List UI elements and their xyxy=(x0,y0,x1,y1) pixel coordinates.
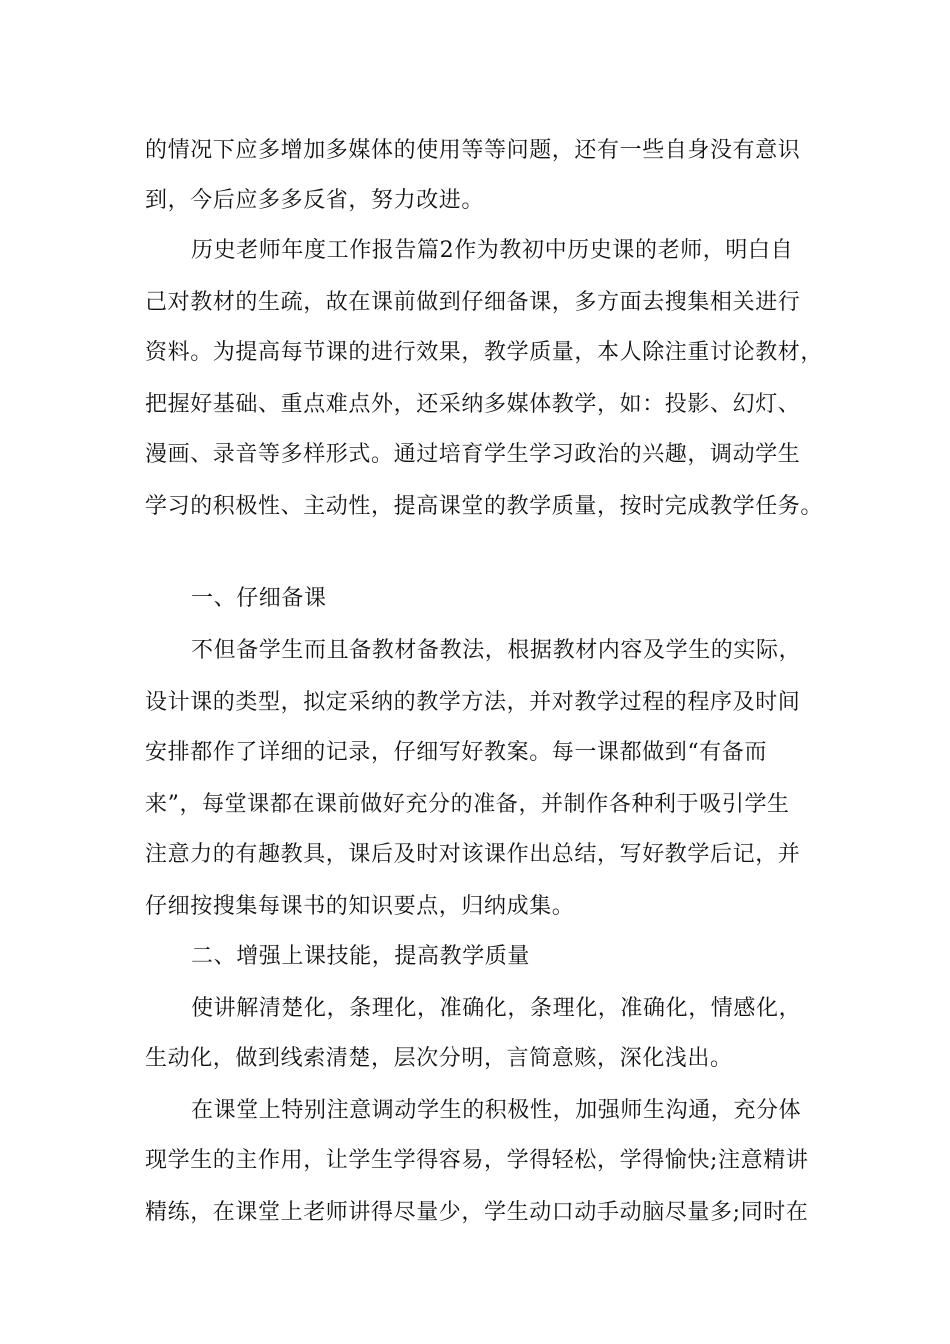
text-line: 的情况下应多增加多媒体的使用等等问题，还有一些自身没有意识 xyxy=(145,138,801,163)
text-line: 现学生的主作用，让学生学得容易，学得轻松，学得愉快;注意精讲 xyxy=(145,1148,809,1173)
text-line: 己对教材的生疏，故在课前做到仔细备课，多方面去搜集相关进行 xyxy=(145,290,801,315)
text-line: 设计课的类型，拟定采纳的教学方法，并对教学过程的程序及时间 xyxy=(145,690,801,715)
text-line: 漫画、录音等多样形式。通过培育学生学习政治的兴趣，调动学生 xyxy=(145,442,801,467)
text-line: 来”，每堂课都在课前做好充分的准备，并制作各种利于吸引学生 xyxy=(145,792,790,817)
paragraph-start-line: 不但备学生而且备教材备教法，根据教材内容及学生的实际， xyxy=(191,638,802,663)
text-line: 资料。为提高每节课的进行效果，教学质量，本人除注重讨论教材， xyxy=(145,340,824,365)
text-line: 生动化，做到线索清楚，层次分明，言简意赅，深化浅出。 xyxy=(145,1046,733,1071)
text-line: 仔细按搜集每课书的知识要点，归纳成集。 xyxy=(145,894,575,919)
text-line: 把握好基础、重点难点外，还采纳多媒体教学，如：投影、幻灯、 xyxy=(145,392,801,417)
section-heading: 二、增强上课技能，提高教学质量 xyxy=(191,944,531,969)
paragraph-start-line: 历史老师年度工作报告篇2作为教初中历史课的老师，明白自 xyxy=(191,238,794,263)
section-heading: 一、仔细备课 xyxy=(191,586,327,611)
text-line: 安排都作了详细的记录，仔细写好教案。每一课都做到“有备而 xyxy=(145,740,768,765)
text-line: 注意力的有趣教具，课后及时对该课作出总结，写好教学后记，并 xyxy=(145,842,801,867)
paragraph-start-line: 使讲解清楚化，条理化，准确化，条理化，准确化，情感化， xyxy=(191,996,802,1021)
text-line: 到，今后应多多反省，努力改进。 xyxy=(145,188,485,213)
paragraph-start-line: 在课堂上特别注意调动学生的积极性，加强师生沟通，充分体 xyxy=(191,1098,802,1123)
text-line: 学习的积极性、主动性，提高课堂的教学质量，按时完成教学任务。 xyxy=(145,494,824,519)
text-line: 精练，在课堂上老师讲得尽量少，学生动口动手动脑尽量多;同时在 xyxy=(145,1200,809,1225)
